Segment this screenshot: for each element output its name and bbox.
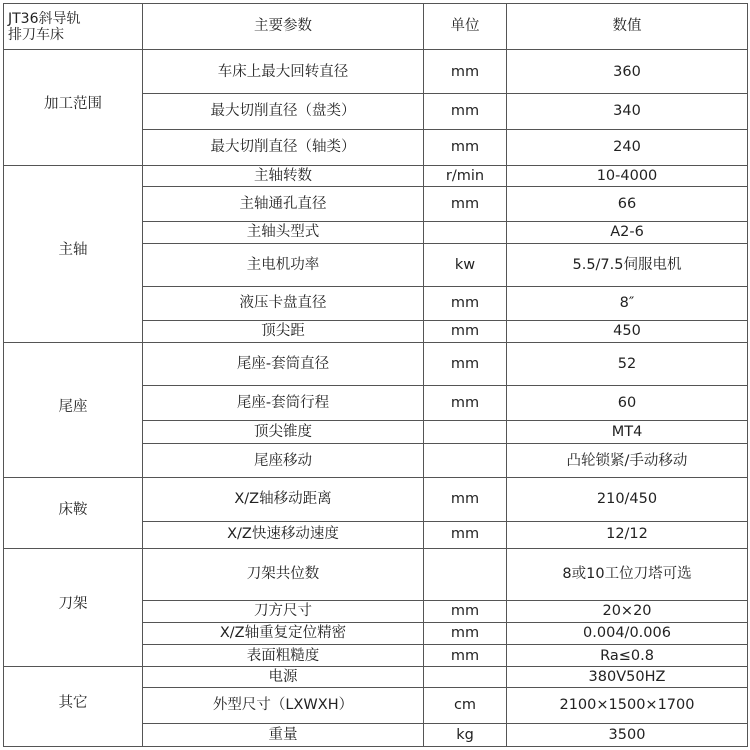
group-label: 加工范围 — [4, 50, 143, 166]
value-cell: MT4 — [507, 421, 748, 444]
value-cell: A2-6 — [507, 222, 748, 244]
machine-title: JT36斜导轨 排刀车床 — [4, 4, 143, 50]
col-header-value: 数值 — [507, 4, 748, 50]
unit-cell: mm — [424, 94, 507, 129]
table-row — [4, 667, 748, 687]
unit-cell: mm — [424, 186, 507, 221]
unit-cell — [424, 222, 507, 244]
unit-cell: r/min — [424, 165, 507, 186]
param-cell: 刀方尺寸 — [143, 601, 424, 623]
unit-cell: mm — [424, 320, 507, 342]
value-cell: 360 — [507, 50, 748, 94]
param-cell: 最大切削直径（盘类） — [143, 94, 424, 129]
param-cell: 主轴通孔直径 — [143, 186, 424, 221]
param-cell: 电源 — [143, 667, 424, 687]
table-row — [4, 342, 748, 385]
unit-cell: mm — [424, 478, 507, 521]
value-cell: 5.5/7.5伺服电机 — [507, 244, 748, 287]
unit-cell: mm — [424, 601, 507, 623]
value-cell: 2100×1500×1700 — [507, 687, 748, 723]
param-cell: 尾座-套筒行程 — [143, 385, 424, 420]
header-row — [4, 4, 748, 50]
unit-cell: mm — [424, 385, 507, 420]
group-label: 床鞍 — [4, 478, 143, 548]
param-cell: 主轴转数 — [143, 165, 424, 186]
unit-cell: kw — [424, 244, 507, 287]
unit-cell: kg — [424, 723, 507, 746]
unit-cell: mm — [424, 287, 507, 320]
col-header-param: 主要参数 — [143, 4, 424, 50]
value-cell: 8″ — [507, 287, 748, 320]
table-row — [4, 165, 748, 186]
param-cell: 顶尖锥度 — [143, 421, 424, 444]
value-cell: Ra≤0.8 — [507, 645, 748, 667]
value-cell: 380V50HZ — [507, 667, 748, 687]
value-cell: 340 — [507, 94, 748, 129]
table-row — [4, 50, 748, 94]
param-cell: 尾座-套筒直径 — [143, 342, 424, 385]
unit-cell — [424, 444, 507, 478]
param-cell: 重量 — [143, 723, 424, 746]
value-cell: 210/450 — [507, 478, 748, 521]
value-cell: 10-4000 — [507, 165, 748, 186]
unit-cell: mm — [424, 623, 507, 645]
value-cell: 3500 — [507, 723, 748, 746]
group-label: 其它 — [4, 667, 143, 747]
param-cell: 刀架共位数 — [143, 548, 424, 600]
value-cell: 20×20 — [507, 601, 748, 623]
param-cell: 外型尺寸（LXWXH） — [143, 687, 424, 723]
param-cell: 液压卡盘直径 — [143, 287, 424, 320]
value-cell: 66 — [507, 186, 748, 221]
group-label: 尾座 — [4, 342, 143, 478]
unit-cell: cm — [424, 687, 507, 723]
value-cell: 240 — [507, 129, 748, 165]
param-cell: 车床上最大回转直径 — [143, 50, 424, 94]
param-cell: 顶尖距 — [143, 320, 424, 342]
value-cell: 12/12 — [507, 521, 748, 548]
value-cell: 450 — [507, 320, 748, 342]
param-cell: 主电机功率 — [143, 244, 424, 287]
value-cell: 0.004/0.006 — [507, 623, 748, 645]
value-cell: 52 — [507, 342, 748, 385]
param-cell: X/Z轴移动距离 — [143, 478, 424, 521]
unit-cell: mm — [424, 129, 507, 165]
unit-cell: mm — [424, 645, 507, 667]
unit-cell: mm — [424, 342, 507, 385]
value-cell: 60 — [507, 385, 748, 420]
value-cell: 凸轮锁紧/手动移动 — [507, 444, 748, 478]
unit-cell: mm — [424, 50, 507, 94]
col-header-unit: 单位 — [424, 4, 507, 50]
value-cell: 8或10工位刀塔可选 — [507, 548, 748, 600]
spec-table — [3, 3, 748, 747]
unit-cell: mm — [424, 521, 507, 548]
unit-cell — [424, 421, 507, 444]
param-cell: X/Z轴重复定位精密 — [143, 623, 424, 645]
param-cell: 最大切削直径（轴类） — [143, 129, 424, 165]
table-row — [4, 548, 748, 600]
unit-cell — [424, 548, 507, 600]
table-row — [4, 478, 748, 521]
group-label: 刀架 — [4, 548, 143, 667]
param-cell: 主轴头型式 — [143, 222, 424, 244]
unit-cell — [424, 667, 507, 687]
group-label: 主轴 — [4, 165, 143, 342]
param-cell: 尾座移动 — [143, 444, 424, 478]
param-cell: 表面粗糙度 — [143, 645, 424, 667]
param-cell: X/Z快速移动速度 — [143, 521, 424, 548]
